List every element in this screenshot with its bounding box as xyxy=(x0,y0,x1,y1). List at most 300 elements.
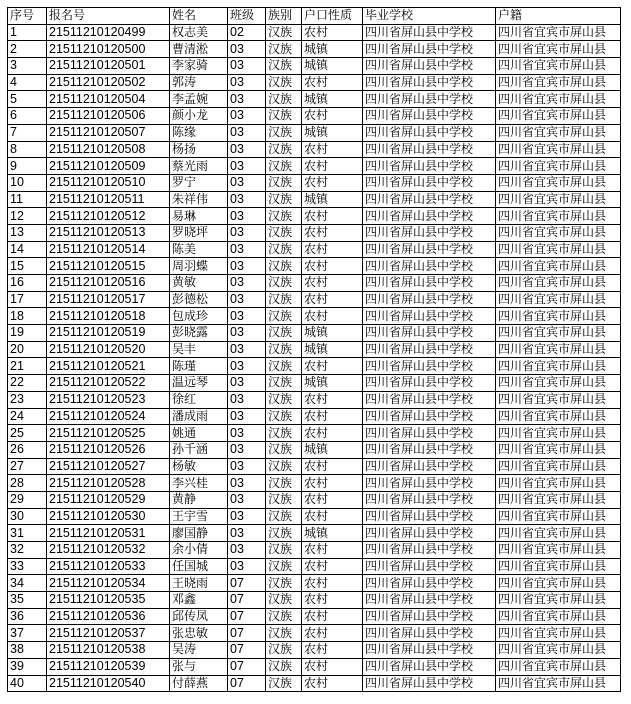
cell-household-type: 城镇 xyxy=(302,525,363,542)
cell-class: 07 xyxy=(228,658,266,675)
cell-name: 罗晓坪 xyxy=(170,224,228,241)
cell-ethnicity: 汉族 xyxy=(266,108,302,125)
cell-class: 03 xyxy=(228,341,266,358)
cell-registration-no: 21511210120516 xyxy=(47,275,170,292)
cell-class: 03 xyxy=(228,542,266,559)
cell-registration-no: 21511210120510 xyxy=(47,174,170,191)
cell-household-type: 农村 xyxy=(302,458,363,475)
cell-domicile: 四川省宜宾市屏山县 xyxy=(496,224,621,241)
table-row xyxy=(8,425,621,442)
cell-registration-no: 21511210120507 xyxy=(47,124,170,141)
cell-name: 张与 xyxy=(170,658,228,675)
table-row xyxy=(8,592,621,609)
cell-registration-no: 21511210120506 xyxy=(47,108,170,125)
cell-class: 03 xyxy=(228,41,266,58)
cell-household-type: 城镇 xyxy=(302,41,363,58)
cell-class: 03 xyxy=(228,224,266,241)
cell-household-type: 农村 xyxy=(302,425,363,442)
table-row xyxy=(8,642,621,659)
cell-index: 32 xyxy=(8,542,47,559)
cell-ethnicity: 汉族 xyxy=(266,208,302,225)
cell-name: 余小倩 xyxy=(170,542,228,559)
cell-index: 24 xyxy=(8,408,47,425)
cell-domicile: 四川省宜宾市屏山县 xyxy=(496,325,621,342)
cell-domicile: 四川省宜宾市屏山县 xyxy=(496,208,621,225)
cell-household-type: 农村 xyxy=(302,475,363,492)
cell-registration-no: 21511210120531 xyxy=(47,525,170,542)
table-row xyxy=(8,675,621,692)
cell-graduated-school: 四川省屏山县中学校 xyxy=(363,558,496,575)
cell-household-type: 农村 xyxy=(302,491,363,508)
cell-domicile: 四川省宜宾市屏山县 xyxy=(496,174,621,191)
cell-domicile: 四川省宜宾市屏山县 xyxy=(496,308,621,325)
cell-name: 温远琴 xyxy=(170,375,228,392)
cell-ethnicity: 汉族 xyxy=(266,375,302,392)
cell-name: 周羽蝶 xyxy=(170,258,228,275)
cell-class: 03 xyxy=(228,458,266,475)
cell-index: 3 xyxy=(8,58,47,75)
cell-household-type: 农村 xyxy=(302,308,363,325)
table-row xyxy=(8,441,621,458)
cell-graduated-school: 四川省屏山县中学校 xyxy=(363,675,496,692)
cell-index: 16 xyxy=(8,275,47,292)
table-row xyxy=(8,174,621,191)
cell-class: 02 xyxy=(228,24,266,41)
cell-domicile: 四川省宜宾市屏山县 xyxy=(496,291,621,308)
cell-name: 张忠敏 xyxy=(170,625,228,642)
cell-household-type: 农村 xyxy=(302,258,363,275)
cell-graduated-school: 四川省屏山县中学校 xyxy=(363,141,496,158)
cell-ethnicity: 汉族 xyxy=(266,91,302,108)
cell-name: 易琳 xyxy=(170,208,228,225)
cell-index: 4 xyxy=(8,74,47,91)
cell-index: 34 xyxy=(8,575,47,592)
cell-ethnicity: 汉族 xyxy=(266,508,302,525)
table-row xyxy=(8,658,621,675)
table-row xyxy=(8,375,621,392)
cell-name: 姚通 xyxy=(170,425,228,442)
cell-graduated-school: 四川省屏山县中学校 xyxy=(363,458,496,475)
cell-class: 07 xyxy=(228,592,266,609)
cell-class: 03 xyxy=(228,441,266,458)
table-row xyxy=(8,291,621,308)
cell-household-type: 城镇 xyxy=(302,58,363,75)
cell-name: 郭涛 xyxy=(170,74,228,91)
cell-class: 03 xyxy=(228,74,266,91)
cell-household-type: 农村 xyxy=(302,542,363,559)
cell-registration-no: 21511210120521 xyxy=(47,358,170,375)
cell-class: 03 xyxy=(228,475,266,492)
header-ethnicity: 族别 xyxy=(266,8,302,25)
cell-name: 徐红 xyxy=(170,391,228,408)
cell-class: 03 xyxy=(228,375,266,392)
cell-ethnicity: 汉族 xyxy=(266,608,302,625)
cell-graduated-school: 四川省屏山县中学校 xyxy=(363,542,496,559)
cell-class: 03 xyxy=(228,325,266,342)
cell-graduated-school: 四川省屏山县中学校 xyxy=(363,592,496,609)
cell-graduated-school: 四川省屏山县中学校 xyxy=(363,74,496,91)
cell-graduated-school: 四川省屏山县中学校 xyxy=(363,525,496,542)
cell-ethnicity: 汉族 xyxy=(266,191,302,208)
table-row xyxy=(8,74,621,91)
cell-class: 03 xyxy=(228,391,266,408)
cell-registration-no: 21511210120499 xyxy=(47,24,170,41)
cell-domicile: 四川省宜宾市屏山县 xyxy=(496,358,621,375)
cell-class: 03 xyxy=(228,241,266,258)
cell-household-type: 城镇 xyxy=(302,325,363,342)
cell-household-type: 农村 xyxy=(302,174,363,191)
cell-name: 吴丰 xyxy=(170,341,228,358)
cell-registration-no: 21511210120518 xyxy=(47,308,170,325)
cell-graduated-school: 四川省屏山县中学校 xyxy=(363,341,496,358)
cell-household-type: 农村 xyxy=(302,291,363,308)
cell-registration-no: 21511210120532 xyxy=(47,542,170,559)
cell-household-type: 农村 xyxy=(302,74,363,91)
cell-index: 33 xyxy=(8,558,47,575)
cell-graduated-school: 四川省屏山县中学校 xyxy=(363,91,496,108)
cell-class: 03 xyxy=(228,291,266,308)
cell-index: 35 xyxy=(8,592,47,609)
cell-domicile: 四川省宜宾市屏山县 xyxy=(496,124,621,141)
cell-household-type: 农村 xyxy=(302,141,363,158)
cell-household-type: 城镇 xyxy=(302,375,363,392)
cell-graduated-school: 四川省屏山县中学校 xyxy=(363,441,496,458)
cell-class: 03 xyxy=(228,491,266,508)
cell-domicile: 四川省宜宾市屏山县 xyxy=(496,241,621,258)
cell-household-type: 农村 xyxy=(302,508,363,525)
cell-household-type: 城镇 xyxy=(302,191,363,208)
cell-ethnicity: 汉族 xyxy=(266,391,302,408)
cell-registration-no: 21511210120520 xyxy=(47,341,170,358)
cell-name: 李孟婉 xyxy=(170,91,228,108)
cell-domicile: 四川省宜宾市屏山县 xyxy=(496,258,621,275)
cell-household-type: 农村 xyxy=(302,241,363,258)
cell-ethnicity: 汉族 xyxy=(266,425,302,442)
cell-ethnicity: 汉族 xyxy=(266,575,302,592)
cell-class: 03 xyxy=(228,425,266,442)
cell-domicile: 四川省宜宾市屏山县 xyxy=(496,408,621,425)
cell-domicile: 四川省宜宾市屏山县 xyxy=(496,475,621,492)
cell-index: 19 xyxy=(8,325,47,342)
cell-index: 1 xyxy=(8,24,47,41)
cell-ethnicity: 汉族 xyxy=(266,141,302,158)
table-row xyxy=(8,275,621,292)
cell-household-type: 农村 xyxy=(302,642,363,659)
cell-domicile: 四川省宜宾市屏山县 xyxy=(496,508,621,525)
cell-index: 39 xyxy=(8,658,47,675)
cell-household-type: 农村 xyxy=(302,408,363,425)
cell-household-type: 农村 xyxy=(302,608,363,625)
cell-domicile: 四川省宜宾市屏山县 xyxy=(496,191,621,208)
cell-index: 30 xyxy=(8,508,47,525)
table-row xyxy=(8,608,621,625)
cell-domicile: 四川省宜宾市屏山县 xyxy=(496,375,621,392)
cell-ethnicity: 汉族 xyxy=(266,74,302,91)
cell-name: 彭德松 xyxy=(170,291,228,308)
cell-household-type: 农村 xyxy=(302,391,363,408)
cell-name: 孙千涵 xyxy=(170,441,228,458)
cell-domicile: 四川省宜宾市屏山县 xyxy=(496,558,621,575)
table-row xyxy=(8,358,621,375)
cell-ethnicity: 汉族 xyxy=(266,592,302,609)
table-row xyxy=(8,41,621,58)
table-row xyxy=(8,158,621,175)
header-registration-no: 报名号 xyxy=(47,8,170,25)
cell-index: 25 xyxy=(8,425,47,442)
cell-graduated-school: 四川省屏山县中学校 xyxy=(363,258,496,275)
table-row xyxy=(8,475,621,492)
cell-ethnicity: 汉族 xyxy=(266,258,302,275)
cell-name: 付薛燕 xyxy=(170,675,228,692)
cell-name: 吴涛 xyxy=(170,642,228,659)
cell-registration-no: 21511210120500 xyxy=(47,41,170,58)
cell-ethnicity: 汉族 xyxy=(266,308,302,325)
cell-name: 蔡光雨 xyxy=(170,158,228,175)
table-row xyxy=(8,458,621,475)
cell-index: 21 xyxy=(8,358,47,375)
cell-graduated-school: 四川省屏山县中学校 xyxy=(363,24,496,41)
cell-index: 26 xyxy=(8,441,47,458)
cell-index: 18 xyxy=(8,308,47,325)
cell-domicile: 四川省宜宾市屏山县 xyxy=(496,575,621,592)
cell-ethnicity: 汉族 xyxy=(266,408,302,425)
cell-class: 03 xyxy=(228,358,266,375)
header-household-type: 户口性质 xyxy=(302,8,363,25)
cell-registration-no: 21511210120523 xyxy=(47,391,170,408)
cell-class: 07 xyxy=(228,675,266,692)
cell-class: 03 xyxy=(228,208,266,225)
table-row xyxy=(8,141,621,158)
cell-class: 03 xyxy=(228,275,266,292)
cell-name: 罗宁 xyxy=(170,174,228,191)
cell-graduated-school: 四川省屏山县中学校 xyxy=(363,58,496,75)
cell-index: 5 xyxy=(8,91,47,108)
cell-household-type: 农村 xyxy=(302,675,363,692)
cell-household-type: 城镇 xyxy=(302,341,363,358)
cell-domicile: 四川省宜宾市屏山县 xyxy=(496,108,621,125)
cell-index: 20 xyxy=(8,341,47,358)
cell-household-type: 城镇 xyxy=(302,124,363,141)
cell-ethnicity: 汉族 xyxy=(266,174,302,191)
cell-class: 03 xyxy=(228,108,266,125)
cell-graduated-school: 四川省屏山县中学校 xyxy=(363,408,496,425)
cell-domicile: 四川省宜宾市屏山县 xyxy=(496,625,621,642)
cell-domicile: 四川省宜宾市屏山县 xyxy=(496,341,621,358)
cell-household-type: 农村 xyxy=(302,358,363,375)
cell-class: 03 xyxy=(228,91,266,108)
cell-registration-no: 21511210120508 xyxy=(47,141,170,158)
cell-ethnicity: 汉族 xyxy=(266,542,302,559)
cell-class: 07 xyxy=(228,608,266,625)
cell-graduated-school: 四川省屏山县中学校 xyxy=(363,608,496,625)
cell-domicile: 四川省宜宾市屏山县 xyxy=(496,491,621,508)
cell-index: 9 xyxy=(8,158,47,175)
cell-household-type: 农村 xyxy=(302,575,363,592)
cell-graduated-school: 四川省屏山县中学校 xyxy=(363,275,496,292)
cell-name: 李兴桂 xyxy=(170,475,228,492)
cell-registration-no: 21511210120504 xyxy=(47,91,170,108)
cell-domicile: 四川省宜宾市屏山县 xyxy=(496,74,621,91)
student-roster-table xyxy=(7,7,621,692)
cell-name: 邱传凤 xyxy=(170,608,228,625)
cell-index: 22 xyxy=(8,375,47,392)
header-index: 序号 xyxy=(8,8,47,25)
cell-index: 17 xyxy=(8,291,47,308)
cell-name: 王晓雨 xyxy=(170,575,228,592)
table-row xyxy=(8,491,621,508)
cell-ethnicity: 汉族 xyxy=(266,358,302,375)
table-row xyxy=(8,341,621,358)
header-name: 姓名 xyxy=(170,8,228,25)
cell-class: 07 xyxy=(228,575,266,592)
cell-graduated-school: 四川省屏山县中学校 xyxy=(363,108,496,125)
table-row xyxy=(8,558,621,575)
cell-domicile: 四川省宜宾市屏山县 xyxy=(496,275,621,292)
cell-ethnicity: 汉族 xyxy=(266,241,302,258)
cell-household-type: 农村 xyxy=(302,24,363,41)
cell-household-type: 农村 xyxy=(302,558,363,575)
table-row xyxy=(8,124,621,141)
cell-household-type: 城镇 xyxy=(302,91,363,108)
cell-name: 彭晓露 xyxy=(170,325,228,342)
cell-ethnicity: 汉族 xyxy=(266,458,302,475)
cell-name: 包成珍 xyxy=(170,308,228,325)
cell-index: 27 xyxy=(8,458,47,475)
cell-graduated-school: 四川省屏山县中学校 xyxy=(363,291,496,308)
cell-registration-no: 21511210120529 xyxy=(47,491,170,508)
header-class: 班级 xyxy=(228,8,266,25)
cell-ethnicity: 汉族 xyxy=(266,658,302,675)
cell-domicile: 四川省宜宾市屏山县 xyxy=(496,658,621,675)
table-row xyxy=(8,208,621,225)
table-row xyxy=(8,24,621,41)
cell-graduated-school: 四川省屏山县中学校 xyxy=(363,241,496,258)
cell-name: 潘成雨 xyxy=(170,408,228,425)
cell-domicile: 四川省宜宾市屏山县 xyxy=(496,458,621,475)
cell-graduated-school: 四川省屏山县中学校 xyxy=(363,158,496,175)
cell-index: 11 xyxy=(8,191,47,208)
cell-registration-no: 21511210120537 xyxy=(47,625,170,642)
cell-registration-no: 21511210120514 xyxy=(47,241,170,258)
cell-class: 03 xyxy=(228,124,266,141)
cell-graduated-school: 四川省屏山县中学校 xyxy=(363,191,496,208)
cell-graduated-school: 四川省屏山县中学校 xyxy=(363,475,496,492)
cell-index: 28 xyxy=(8,475,47,492)
cell-index: 23 xyxy=(8,391,47,408)
cell-class: 03 xyxy=(228,508,266,525)
cell-household-type: 农村 xyxy=(302,658,363,675)
cell-name: 曹清淞 xyxy=(170,41,228,58)
cell-registration-no: 21511210120528 xyxy=(47,475,170,492)
cell-domicile: 四川省宜宾市屏山县 xyxy=(496,592,621,609)
cell-household-type: 农村 xyxy=(302,275,363,292)
cell-class: 07 xyxy=(228,625,266,642)
cell-household-type: 城镇 xyxy=(302,441,363,458)
cell-name: 杨扬 xyxy=(170,141,228,158)
cell-domicile: 四川省宜宾市屏山县 xyxy=(496,525,621,542)
cell-registration-no: 21511210120536 xyxy=(47,608,170,625)
cell-registration-no: 21511210120533 xyxy=(47,558,170,575)
cell-index: 36 xyxy=(8,608,47,625)
cell-index: 10 xyxy=(8,174,47,191)
table-row xyxy=(8,542,621,559)
cell-household-type: 农村 xyxy=(302,108,363,125)
cell-graduated-school: 四川省屏山县中学校 xyxy=(363,308,496,325)
table-row xyxy=(8,391,621,408)
cell-graduated-school: 四川省屏山县中学校 xyxy=(363,224,496,241)
cell-domicile: 四川省宜宾市屏山县 xyxy=(496,41,621,58)
cell-graduated-school: 四川省屏山县中学校 xyxy=(363,508,496,525)
cell-class: 03 xyxy=(228,408,266,425)
table-row xyxy=(8,408,621,425)
cell-ethnicity: 汉族 xyxy=(266,341,302,358)
cell-graduated-school: 四川省屏山县中学校 xyxy=(363,174,496,191)
cell-graduated-school: 四川省屏山县中学校 xyxy=(363,575,496,592)
cell-name: 黄静 xyxy=(170,491,228,508)
cell-class: 03 xyxy=(228,174,266,191)
cell-registration-no: 21511210120513 xyxy=(47,224,170,241)
cell-domicile: 四川省宜宾市屏山县 xyxy=(496,158,621,175)
table-row xyxy=(8,325,621,342)
cell-graduated-school: 四川省屏山县中学校 xyxy=(363,642,496,659)
cell-ethnicity: 汉族 xyxy=(266,41,302,58)
cell-name: 朱祥伟 xyxy=(170,191,228,208)
table-row xyxy=(8,91,621,108)
cell-name: 陈瑾 xyxy=(170,358,228,375)
header-domicile: 户籍 xyxy=(496,8,621,25)
cell-index: 37 xyxy=(8,625,47,642)
cell-index: 6 xyxy=(8,108,47,125)
cell-registration-no: 21511210120519 xyxy=(47,325,170,342)
cell-graduated-school: 四川省屏山县中学校 xyxy=(363,358,496,375)
cell-ethnicity: 汉族 xyxy=(266,325,302,342)
table-row xyxy=(8,525,621,542)
cell-name: 李家骑 xyxy=(170,58,228,75)
cell-ethnicity: 汉族 xyxy=(266,625,302,642)
cell-ethnicity: 汉族 xyxy=(266,441,302,458)
cell-domicile: 四川省宜宾市屏山县 xyxy=(496,24,621,41)
cell-household-type: 农村 xyxy=(302,592,363,609)
cell-household-type: 农村 xyxy=(302,208,363,225)
cell-domicile: 四川省宜宾市屏山县 xyxy=(496,391,621,408)
table-row xyxy=(8,58,621,75)
cell-index: 8 xyxy=(8,141,47,158)
cell-ethnicity: 汉族 xyxy=(266,642,302,659)
cell-graduated-school: 四川省屏山县中学校 xyxy=(363,375,496,392)
cell-class: 03 xyxy=(228,525,266,542)
header-row xyxy=(8,8,621,25)
cell-registration-no: 21511210120512 xyxy=(47,208,170,225)
cell-index: 29 xyxy=(8,491,47,508)
cell-name: 颜小龙 xyxy=(170,108,228,125)
cell-index: 38 xyxy=(8,642,47,659)
table-row xyxy=(8,575,621,592)
table-row xyxy=(8,258,621,275)
cell-ethnicity: 汉族 xyxy=(266,675,302,692)
cell-class: 03 xyxy=(228,158,266,175)
table-row xyxy=(8,241,621,258)
cell-class: 03 xyxy=(228,308,266,325)
cell-name: 任国城 xyxy=(170,558,228,575)
cell-registration-no: 21511210120509 xyxy=(47,158,170,175)
cell-ethnicity: 汉族 xyxy=(266,224,302,241)
cell-index: 40 xyxy=(8,675,47,692)
cell-name: 杨敏 xyxy=(170,458,228,475)
table-row xyxy=(8,308,621,325)
cell-registration-no: 21511210120517 xyxy=(47,291,170,308)
cell-registration-no: 21511210120501 xyxy=(47,58,170,75)
cell-registration-no: 21511210120511 xyxy=(47,191,170,208)
